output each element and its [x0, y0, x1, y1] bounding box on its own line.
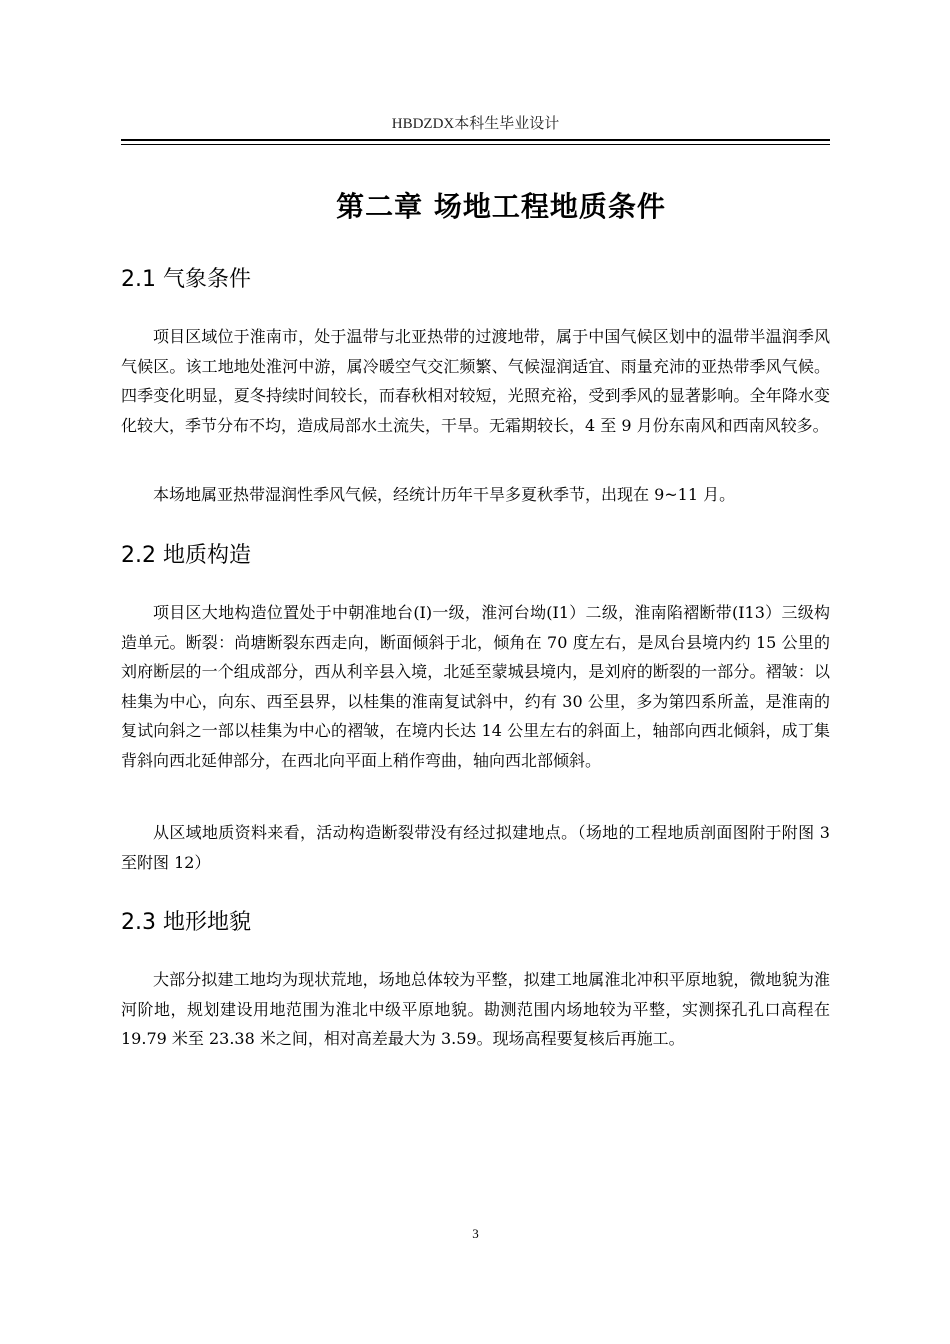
- paragraph-terrain-1: 大部分拟建工地均为现状荒地，场地总体较为平整，拟建工地属淮北冲积平原地貌，微地貌为淮河阶地，规划建设用地范围为淮北中级平原地貌。勘测范围内场地较为平整，实测探孔孔口高程在 19.79 米至 23.38 米之间，相对高差最大为 3.59。现场高程要复核后再施工。: [121, 970, 830, 1048]
- chapter-title: 第二章 场地工程地质条件: [336, 190, 666, 223]
- paragraph-climate-2: 本场地属亚热带湿润性季风气候，经统计历年干旱多夏秋季节，出现在 9~11 月。: [153, 485, 736, 504]
- paragraph-climate-1: 项目区域位于淮南市，处于温带与北亚热带的过渡地带，属于中国气候区划中的温带半温润季风气候区。该工地地处淮河中游，属冷暖空气交汇频繁、气候湿润适宜、雨量充沛的亚热带季风气候。四季变化明显，夏冬持续时间较长，而春秋相对较短，光照充裕，受到季风的显著影响。全年降水变化较大，季节分布不均，造成局部水土流失，干旱。无霜期较长，4 至 9 月份东南风和西南风较多。: [121, 327, 830, 435]
- page-header: HBDZDX本科生毕业设计: [391, 116, 560, 132]
- paragraph-geology-2: 从区域地质资料来看，活动构造断裂带没有经过拟建地点。（场地的工程地质剖面图附于附图 3 至附图 12）: [121, 823, 830, 872]
- header-rule-thin: [121, 144, 830, 145]
- page-number: 3: [472, 1226, 479, 1241]
- paragraph-geology-1: 项目区大地构造位置处于中朝准地台(I)一级，淮河台坳(I1）二级，淮南陷褶断带(I13）三级构造单元。断裂：尚塘断裂东西走向，断面倾斜于北，倾角在 70 度左右，是凤台县境内约 15 公里的刘府断层的一个组成部分，西从利辛县入境，北延至蒙城县境内，是刘府的断裂的一部分。褶皱：以桂集为中心，向东、西至县界，以桂集的淮南复试斜中，约有 30 公里，多为第四系所盖，是淮南的复试向斜之一部以桂集为中心的褶皱，在境内长达 14 公里左右的斜面上，轴部向西北倾斜，成丁集背斜向西北延伸部分，在西北向平面上稍作弯曲，轴向西北部倾斜。: [121, 603, 830, 770]
- section-heading-geology: 2.2 地质构造: [121, 543, 251, 568]
- header-rule-thick: [121, 139, 830, 141]
- section-heading-terrain: 2.3 地形地貌: [121, 910, 251, 935]
- section-heading-climate: 2.1 气象条件: [121, 267, 251, 292]
